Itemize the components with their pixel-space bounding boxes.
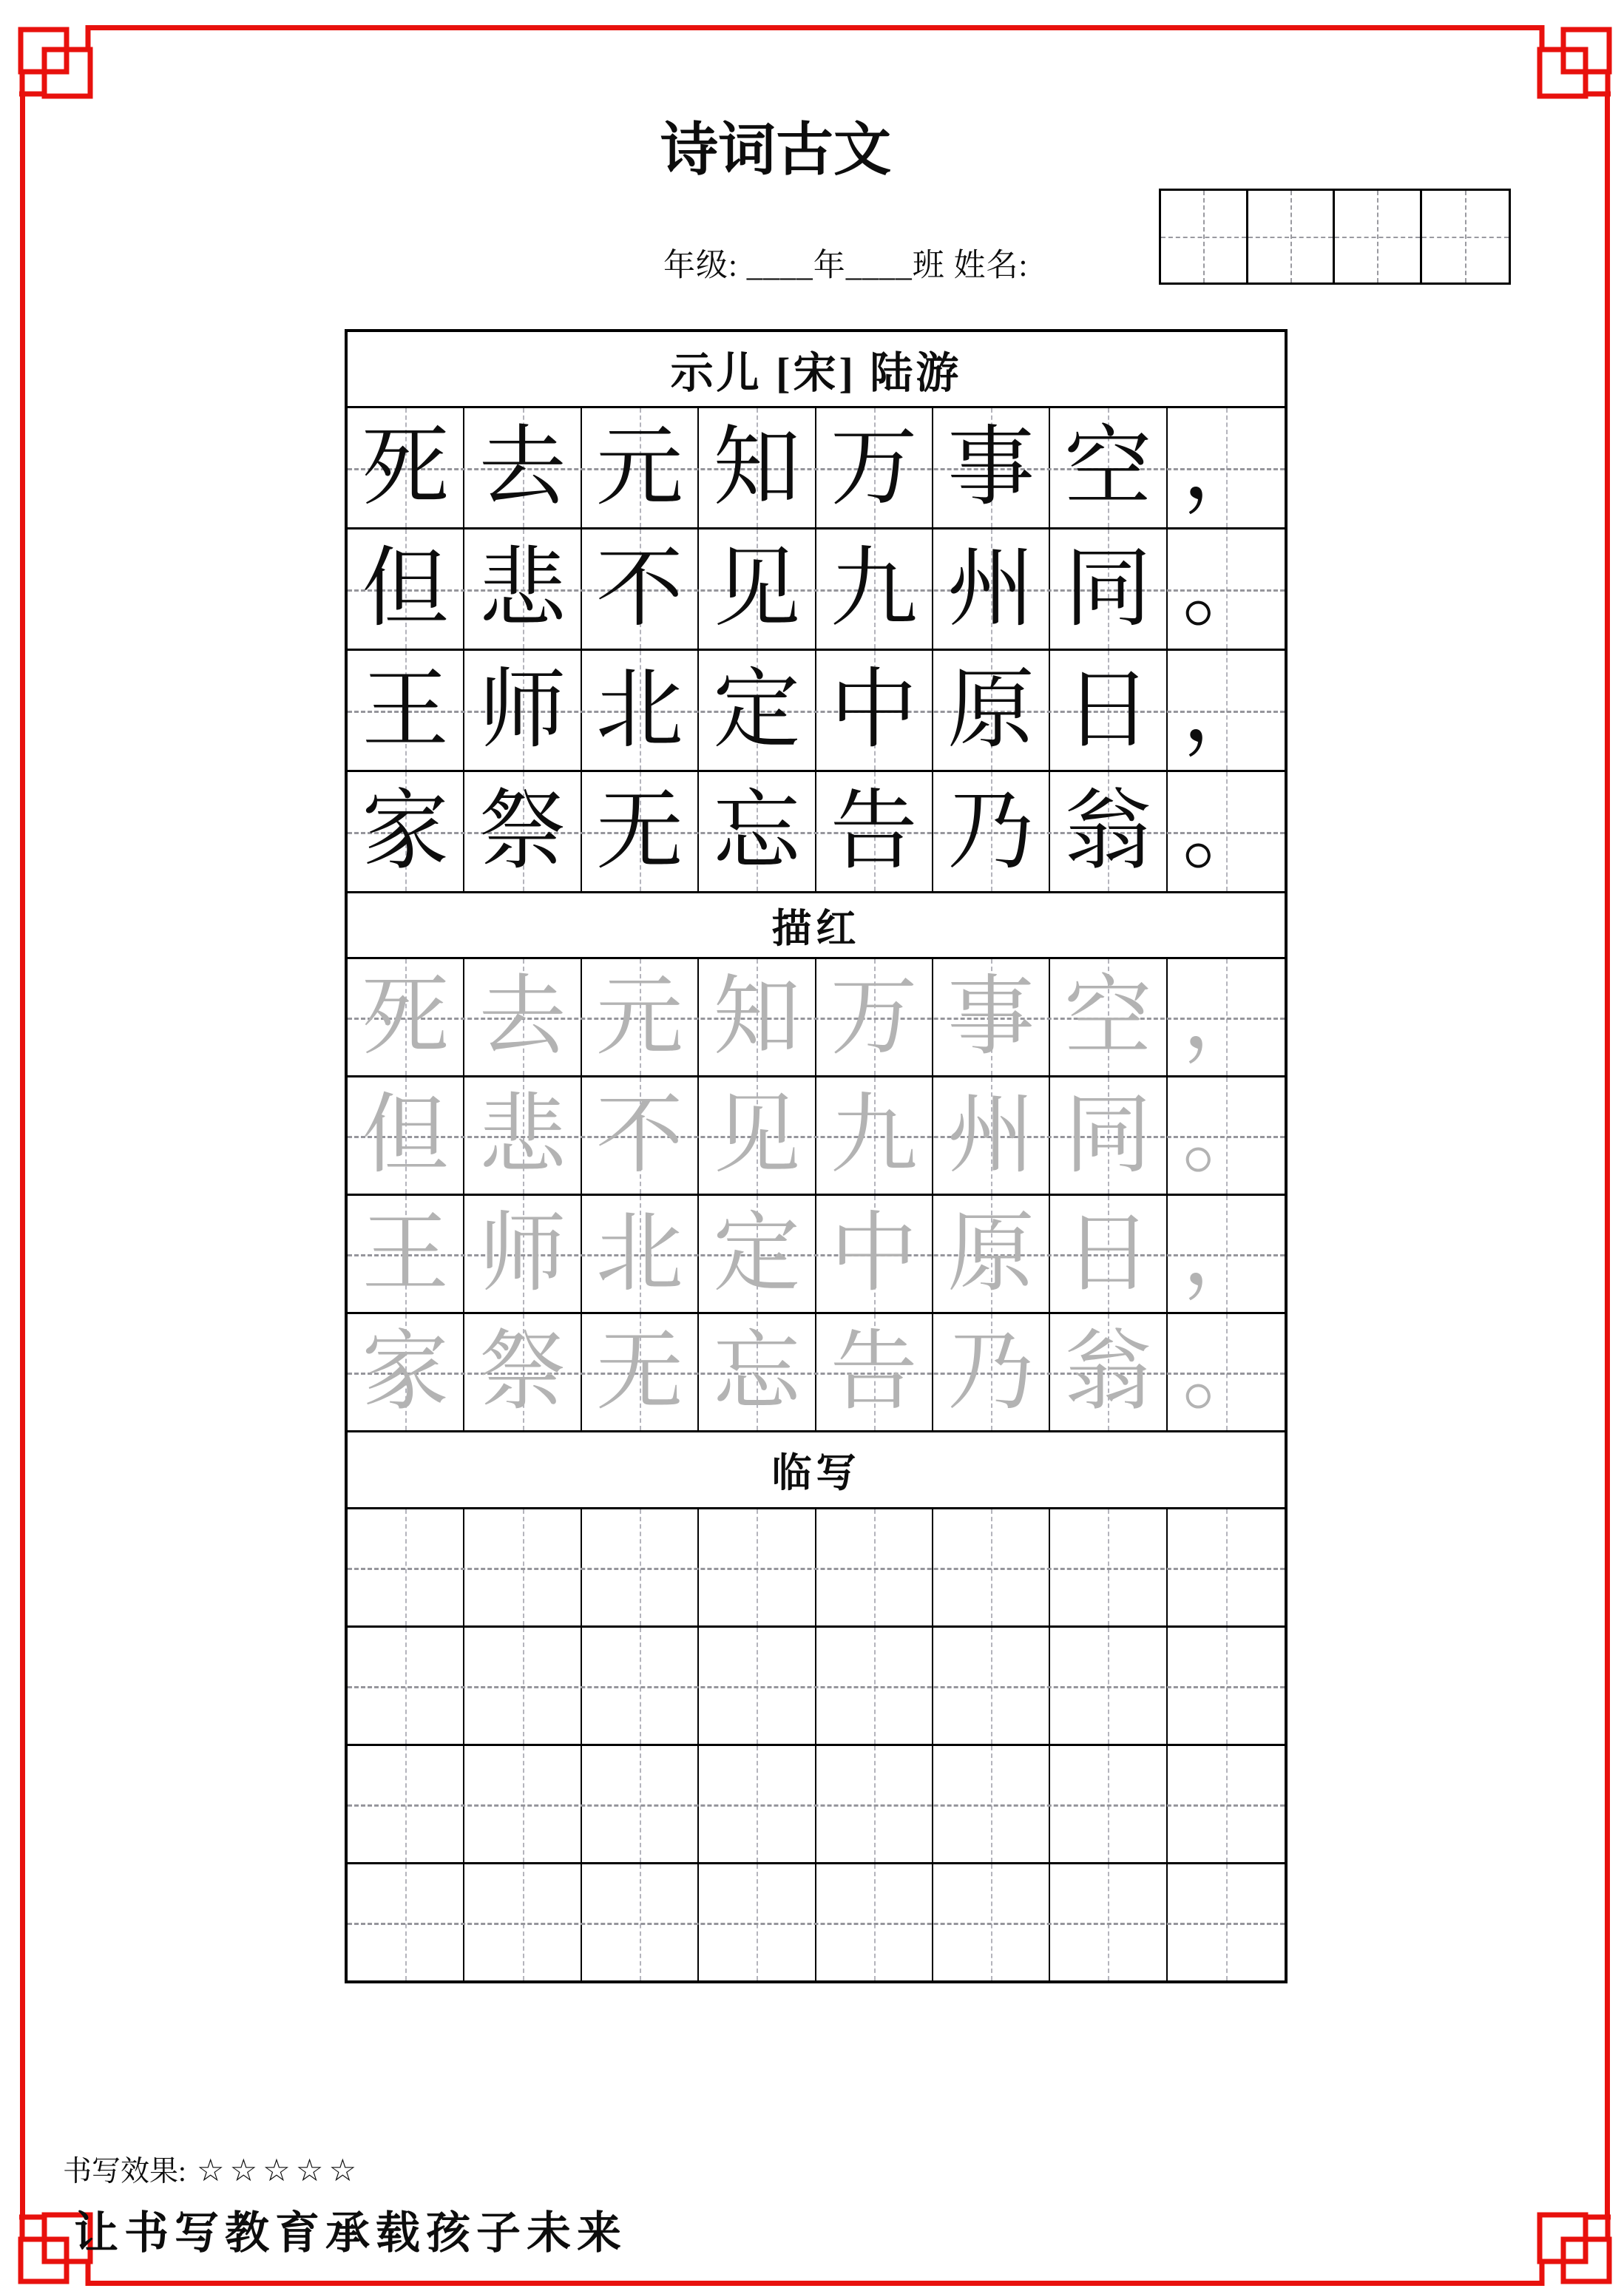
practice-char: 祭 — [478, 1323, 566, 1421]
grid-cell — [933, 772, 1050, 891]
grid-cell — [816, 959, 933, 1075]
grid-cell — [348, 1864, 464, 1980]
grid-cell — [348, 1509, 464, 1625]
practice-char: 。 — [1182, 1323, 1270, 1421]
practice-char: 原 — [947, 1205, 1035, 1302]
grid-cell — [816, 1628, 933, 1744]
grid-cell — [1168, 1509, 1285, 1625]
grid-cell — [816, 529, 933, 649]
grid-cell — [1168, 1196, 1285, 1312]
practice-char: 但 — [362, 540, 450, 637]
practice-char: 师 — [478, 1205, 566, 1302]
practice-char: 元 — [595, 419, 683, 516]
grid-cell — [699, 408, 816, 527]
practice-char: 无 — [595, 1323, 683, 1421]
grid-cell — [1168, 1864, 1285, 1980]
practice-char: 州 — [947, 540, 1035, 637]
grid-cell — [464, 1314, 581, 1430]
copying-row — [348, 1744, 1285, 1862]
practice-char: 忘 — [713, 782, 801, 880]
grid-cell — [1050, 1196, 1167, 1312]
grid-cell — [348, 959, 464, 1075]
practice-char: 悲 — [478, 1086, 566, 1184]
practice-char: 去 — [478, 968, 566, 1066]
practice-char: 同 — [1064, 1086, 1152, 1184]
grid-cell — [933, 1864, 1050, 1980]
frame-border-top — [88, 25, 1542, 30]
practice-char: ， — [1182, 419, 1270, 516]
copying-row — [348, 1507, 1285, 1625]
name-grid — [1159, 189, 1511, 285]
grid-cell — [1050, 651, 1167, 770]
grid-cell — [464, 1196, 581, 1312]
poem-row — [348, 770, 1285, 891]
poem-row — [348, 527, 1285, 649]
practice-char: ， — [1182, 1205, 1270, 1302]
practice-char: 万 — [830, 419, 918, 516]
grid-cell — [464, 772, 581, 891]
grid-cell — [1168, 959, 1285, 1075]
practice-char: 中 — [830, 661, 918, 759]
grid-cell — [1050, 1314, 1167, 1430]
name-cell — [1161, 191, 1248, 282]
grid-cell — [816, 1509, 933, 1625]
practice-char: 师 — [478, 661, 566, 759]
name-cell — [1422, 191, 1509, 282]
grid-cell — [582, 408, 699, 527]
practice-char: 死 — [362, 968, 450, 1066]
corner-fret-ornament-top-right — [1537, 22, 1614, 99]
name-cell — [1335, 191, 1422, 282]
practice-char: 同 — [1064, 540, 1152, 637]
practice-char: 无 — [595, 782, 683, 880]
practice-char: 告 — [830, 1323, 918, 1421]
practice-char: 祭 — [478, 782, 566, 880]
grid-cell — [1050, 772, 1167, 891]
poem-title-row: 示儿 [宋] 陆游 — [670, 349, 962, 397]
grid-cell — [1050, 1746, 1167, 1862]
grid-cell — [699, 1628, 816, 1744]
grid-cell — [699, 1077, 816, 1194]
grid-cell — [348, 408, 464, 527]
grid-cell — [1168, 651, 1285, 770]
practice-char: 乃 — [947, 1323, 1035, 1421]
grid-cell — [348, 651, 464, 770]
grid-cell — [699, 651, 816, 770]
grid-cell — [933, 1196, 1050, 1312]
grid-cell — [582, 651, 699, 770]
practice-char: 见 — [713, 540, 801, 637]
practice-char: 乃 — [947, 782, 1035, 880]
practice-char: 告 — [830, 782, 918, 880]
grid-cell — [582, 1628, 699, 1744]
practice-char: ， — [1182, 661, 1270, 759]
frame-border-bottom — [88, 2281, 1542, 2286]
tracing-row — [348, 1075, 1285, 1194]
grid-cell — [1168, 529, 1285, 649]
grid-cell — [933, 1746, 1050, 1862]
grid-cell — [933, 408, 1050, 527]
grid-cell — [464, 1746, 581, 1862]
practice-char: 死 — [362, 419, 450, 516]
frame-border-right — [1605, 94, 1610, 2217]
grid-cell — [1168, 408, 1285, 527]
practice-char: 日 — [1064, 1205, 1152, 1302]
name-cell — [1248, 191, 1336, 282]
copying-row — [348, 1625, 1285, 1744]
grid-cell — [933, 1509, 1050, 1625]
practice-char: 不 — [595, 540, 683, 637]
corner-fret-ornament-top-left — [16, 22, 93, 99]
footer-slogan: 让书写教育承载孩子未来 — [74, 2209, 627, 2258]
practice-char: 家 — [362, 782, 450, 880]
grid-cell — [816, 772, 933, 891]
practice-char: 定 — [713, 1205, 801, 1302]
rating-line — [63, 2148, 362, 2190]
grid-cell — [464, 959, 581, 1075]
grid-cell — [699, 529, 816, 649]
rating-stars: ☆☆☆☆☆ — [196, 2154, 362, 2188]
practice-char: 。 — [1182, 1086, 1270, 1184]
corner-fret-ornament-bottom-right — [1537, 2212, 1614, 2289]
practice-char: 知 — [713, 968, 801, 1066]
grid-cell — [582, 1746, 699, 1862]
copying-section-header: 临写 — [348, 1430, 1285, 1507]
grid-cell — [1050, 1509, 1167, 1625]
practice-char: 悲 — [478, 540, 566, 637]
practice-char: 事 — [947, 968, 1035, 1066]
grid-cell — [464, 1509, 581, 1625]
practice-char: 事 — [947, 419, 1035, 516]
practice-char: 去 — [478, 419, 566, 516]
practice-char: 空 — [1064, 419, 1152, 516]
grid-cell — [933, 651, 1050, 770]
practice-char: ， — [1182, 968, 1270, 1066]
practice-char: 见 — [713, 1086, 801, 1184]
grid-cell — [1168, 1314, 1285, 1430]
grid-cell — [699, 1864, 816, 1980]
practice-char: 九 — [830, 1086, 918, 1184]
grid-cell — [348, 1746, 464, 1862]
grid-cell — [933, 529, 1050, 649]
practice-char: 北 — [595, 661, 683, 759]
tracing-row — [348, 957, 1285, 1075]
practice-char: 王 — [362, 661, 450, 759]
grid-cell — [699, 1196, 816, 1312]
grid-cell — [699, 1509, 816, 1625]
grid-cell — [464, 1077, 581, 1194]
practice-char: 知 — [713, 419, 801, 516]
grid-cell — [699, 959, 816, 1075]
grid-cell — [1168, 772, 1285, 891]
grid-cell — [1050, 1864, 1167, 1980]
practice-char: 日 — [1064, 661, 1152, 759]
practice-char: 。 — [1182, 540, 1270, 637]
grid-cell — [582, 772, 699, 891]
grid-cell — [816, 1314, 933, 1430]
practice-char: 定 — [713, 661, 801, 759]
practice-char: 不 — [595, 1086, 683, 1184]
grid-cell — [582, 1077, 699, 1194]
grid-cell — [816, 1746, 933, 1862]
practice-char: 王 — [362, 1205, 450, 1302]
practice-char: 。 — [1182, 782, 1270, 880]
tracing-row — [348, 1194, 1285, 1312]
copying-row — [348, 1862, 1285, 1980]
practice-char: 九 — [830, 540, 918, 637]
grid-cell — [348, 1314, 464, 1430]
grid-cell — [699, 1746, 816, 1862]
grid-cell — [1168, 1077, 1285, 1194]
grid-cell — [816, 651, 933, 770]
practice-char: 万 — [830, 968, 918, 1066]
grid-cell — [582, 1509, 699, 1625]
grid-cell — [464, 1864, 581, 1980]
grid-cell — [1168, 1746, 1285, 1862]
tracing-row — [348, 1312, 1285, 1430]
grade-class-name-line: 年级: ____年____班 姓名: — [663, 248, 1029, 283]
poem-row — [348, 406, 1285, 527]
grid-cell — [464, 408, 581, 527]
grid-cell — [464, 529, 581, 649]
practice-char: 北 — [595, 1205, 683, 1302]
grid-cell — [464, 1628, 581, 1744]
grid-cell — [1050, 529, 1167, 649]
practice-char: 州 — [947, 1086, 1035, 1184]
grid-cell — [348, 1196, 464, 1312]
grid-cell — [699, 772, 816, 891]
practice-char: 元 — [595, 968, 683, 1066]
grid-cell — [348, 772, 464, 891]
grid-cell — [933, 1077, 1050, 1194]
grid-cell — [1050, 1077, 1167, 1194]
grid-cell — [1050, 408, 1167, 527]
grid-cell — [816, 408, 933, 527]
grid-cell — [816, 1196, 933, 1312]
grid-cell — [816, 1077, 933, 1194]
poem-row — [348, 649, 1285, 770]
grid-cell — [348, 1077, 464, 1194]
grid-cell — [582, 1196, 699, 1312]
grid-cell — [348, 1628, 464, 1744]
grid-cell — [464, 651, 581, 770]
grid-cell — [348, 529, 464, 649]
practice-char: 翁 — [1064, 782, 1152, 880]
frame-border-left — [20, 94, 25, 2217]
rating-label: 书写效果: — [63, 2156, 186, 2188]
grid-cell — [1050, 959, 1167, 1075]
practice-char: 忘 — [713, 1323, 801, 1421]
grid-cell — [933, 1314, 1050, 1430]
practice-char: 中 — [830, 1205, 918, 1302]
tracing-section-header: 描红 — [348, 891, 1285, 957]
grid-cell — [1050, 1628, 1167, 1744]
grid-cell — [933, 1628, 1050, 1744]
grid-cell — [816, 1864, 933, 1980]
grid-cell — [582, 529, 699, 649]
practice-table — [345, 329, 1288, 1983]
practice-char: 翁 — [1064, 1323, 1152, 1421]
grid-cell — [699, 1314, 816, 1430]
practice-char: 空 — [1064, 968, 1152, 1066]
grid-cell — [582, 1314, 699, 1430]
grid-cell — [933, 959, 1050, 1075]
grid-cell — [1168, 1628, 1285, 1744]
page-title: 诗词古文 — [660, 118, 892, 182]
grid-cell — [582, 959, 699, 1075]
practice-char: 但 — [362, 1086, 450, 1184]
grid-cell — [582, 1864, 699, 1980]
practice-char: 原 — [947, 661, 1035, 759]
practice-char: 家 — [362, 1323, 450, 1421]
